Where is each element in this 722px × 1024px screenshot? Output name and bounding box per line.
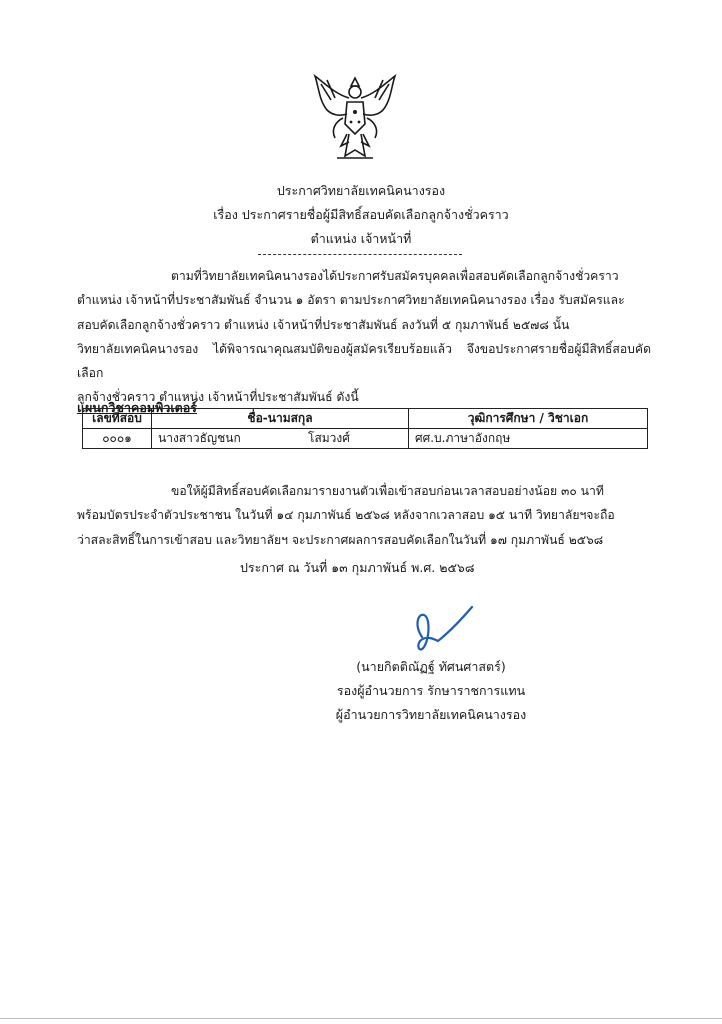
cell-exam-number: ๐๐๐๑ — [83, 429, 152, 449]
table-row — [83, 429, 648, 449]
announcement-subject: เรื่อง ประกาศรายชื่อผู้มีสิทธิ์สอบคัดเลือกลูกจ้างชั่วคราว — [213, 207, 509, 222]
announcement-position: ตำแหน่ง เจ้าหน้าที่ — [310, 231, 412, 246]
body-line: ตามที่วิทยาลัยเทคนิคนางรองได้ประกาศรับสมัครบุคคลเพื่อสอบคัดเลือกลูกจ้างชั่วคราว — [171, 269, 619, 283]
cell-last-name: โสมวงศ์ — [308, 431, 350, 445]
department-heading: แผนกวิชาคอมพิวเตอร์ — [77, 400, 197, 415]
body-line: สอบคัดเลือกลูกจ้างชั่วคราว ตำแหน่ง เจ้าหน้าที่ประชาสัมพันธ์ ลงวันที่ ๕ กุมภาพันธ์ ๒๕๗๘ นั้น — [77, 317, 570, 332]
header-qualification: วุฒิการศึกษา / วิชาเอก — [409, 409, 648, 429]
notice-line: พร้อมบัตรประจำตัวประชาชน ในวันที่ ๑๔ กุมภาพันธ์ ๒๕๖๘ หลังจากเวลาสอบ ๑๕ นาที วิทยาลัยฯจะถือ — [77, 508, 615, 523]
scan-edge-line — [0, 1018, 722, 1019]
body-line: ลูกจ้างชั่วคราว ตำแหน่ง เจ้าหน้าที่ประชาสัมพันธ์ ดังนี้ — [77, 390, 359, 405]
table-header-row — [83, 409, 648, 429]
title-divider — [258, 254, 462, 255]
body-paragraph — [77, 264, 651, 410]
body-line: วิทยาลัยเทคนิคนางรอง ได้พิจารณาคุณสมบัติของผู้สมัครเรียบร้อยแล้ว จึงขอประกาศรายชื่อผู้มีสิทธิ์สอบคัดเลือก — [77, 341, 651, 381]
notice-paragraph — [77, 479, 651, 552]
signer-title: ผู้อำนวยการวิทยาลัยเทคนิคนางรอง — [335, 707, 527, 722]
announcement-date: ประกาศ ณ วันที่ ๑๓ กุมภาพันธ์ พ.ศ. ๒๕๖๘ — [240, 560, 475, 575]
cell-name — [152, 429, 409, 449]
notice-line: ว่าสละสิทธิ์ในการเข้าสอบ และวิทยาลัยฯ จะประกาศผลการสอบคัดเลือกในวันที่ ๑๗ กุมภาพันธ์ ๒๕๖๘ — [77, 532, 604, 547]
cell-first-name: นางสาวธัญชนก — [158, 431, 241, 445]
cell-qualification: ศศ.บ.ภาษาอังกฤษ — [409, 429, 648, 449]
candidate-table — [82, 408, 648, 449]
notice-line: ขอให้ผู้มีสิทธิ์สอบคัดเลือกมารายงานตัวเพื่อเข้าสอบก่อนเวลาสอบอย่างน้อย ๓๐ นาที — [171, 484, 604, 498]
announcement-title: ประกาศวิทยาลัยเทคนิคนางรอง — [276, 183, 446, 198]
signer-title: รองผู้อำนวยการ รักษาราชการแทน — [336, 683, 526, 698]
signer-name: (นายกิตติณัฏฐ์ ทัศนศาสตร์) — [356, 659, 506, 674]
body-line: ตำแหน่ง เจ้าหน้าที่ประชาสัมพันธ์ จำนวน ๑ อัตรา ตามประกาศวิทยาลัยเทคนิคนางรอง เรื่อง รับสมัครและ — [77, 293, 625, 308]
header-exam-number: เลขที่สอบ — [83, 409, 152, 429]
signature-image — [408, 603, 478, 653]
header-name: ชื่อ-นามสกุล — [152, 409, 409, 429]
garuda-emblem-icon — [305, 72, 405, 164]
